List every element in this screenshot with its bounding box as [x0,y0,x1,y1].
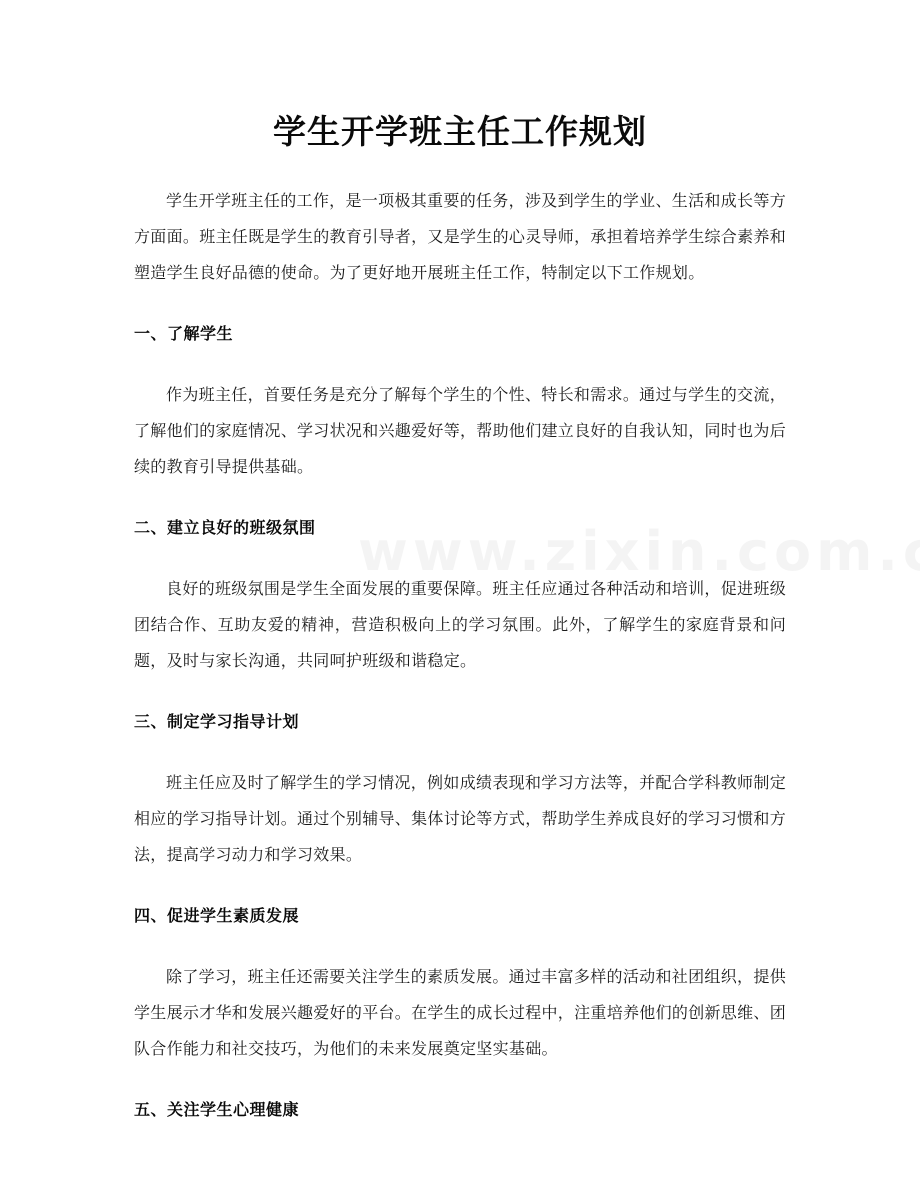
section-4 [134,898,786,1067]
section-3-heading: 三、制定学习指导计划 [134,712,300,731]
document-title: 学生开学班主任工作规划 [273,112,647,151]
section-2 [134,510,786,679]
section-5-heading: 五、关注学生心理健康 [134,1100,300,1119]
section-2-paragraph: 良好的班级氛围是学生全面发展的重要保障。班主任应通过各种活动和培训，促进班级团结合作、互助友爱的精神，营造积极向上的学习氛围。此外，了解学生的家庭背景和问题，及时与家长沟通，共同呵护班级和谐稳定。 [134,579,786,670]
section-1-paragraph: 作为班主任，首要任务是充分了解每个学生的个性、特长和需求。通过与学生的交流，了解他们的家庭情况、学习状况和兴趣爱好等，帮助他们建立良好的自我认知，同时也为后续的教育引导提供基础。 [134,385,787,476]
section-3-paragraph: 班主任应及时了解学生的学习情况，例如成绩表现和学习方法等，并配合学科教师制定相应的学习指导计划。通过个别辅导、集体讨论等方式，帮助学生养成良好的学习习惯和方法，提高学习动力和学习效果。 [134,773,787,864]
section-2-heading: 二、建立良好的班级氛围 [134,518,316,537]
section-5 [134,1092,786,1128]
section-1 [134,316,786,485]
section-3 [134,704,786,873]
section-1-heading: 一、了解学生 [134,324,234,343]
intro-paragraph: 学生开学班主任的工作，是一项极其重要的任务，涉及到学生的学业、生活和成长等方方面面。班主任既是学生的教育引导者，又是学生的心灵导师，承担着培养学生综合素养和塑造学生良好品德的使命。为了更好地开展班主任工作，特制定以下工作规划。 [134,191,787,282]
section-4-heading: 四、促进学生素质发展 [134,906,300,925]
section-4-paragraph: 除了学习，班主任还需要关注学生的素质发展。通过丰富多样的活动和社团组织，提供学生展示才华和发展兴趣爱好的平台。在学生的成长过程中，注重培养他们的创新思维、团队合作能力和社交技巧，为他们的未来发展奠定坚实基础。 [134,967,787,1058]
